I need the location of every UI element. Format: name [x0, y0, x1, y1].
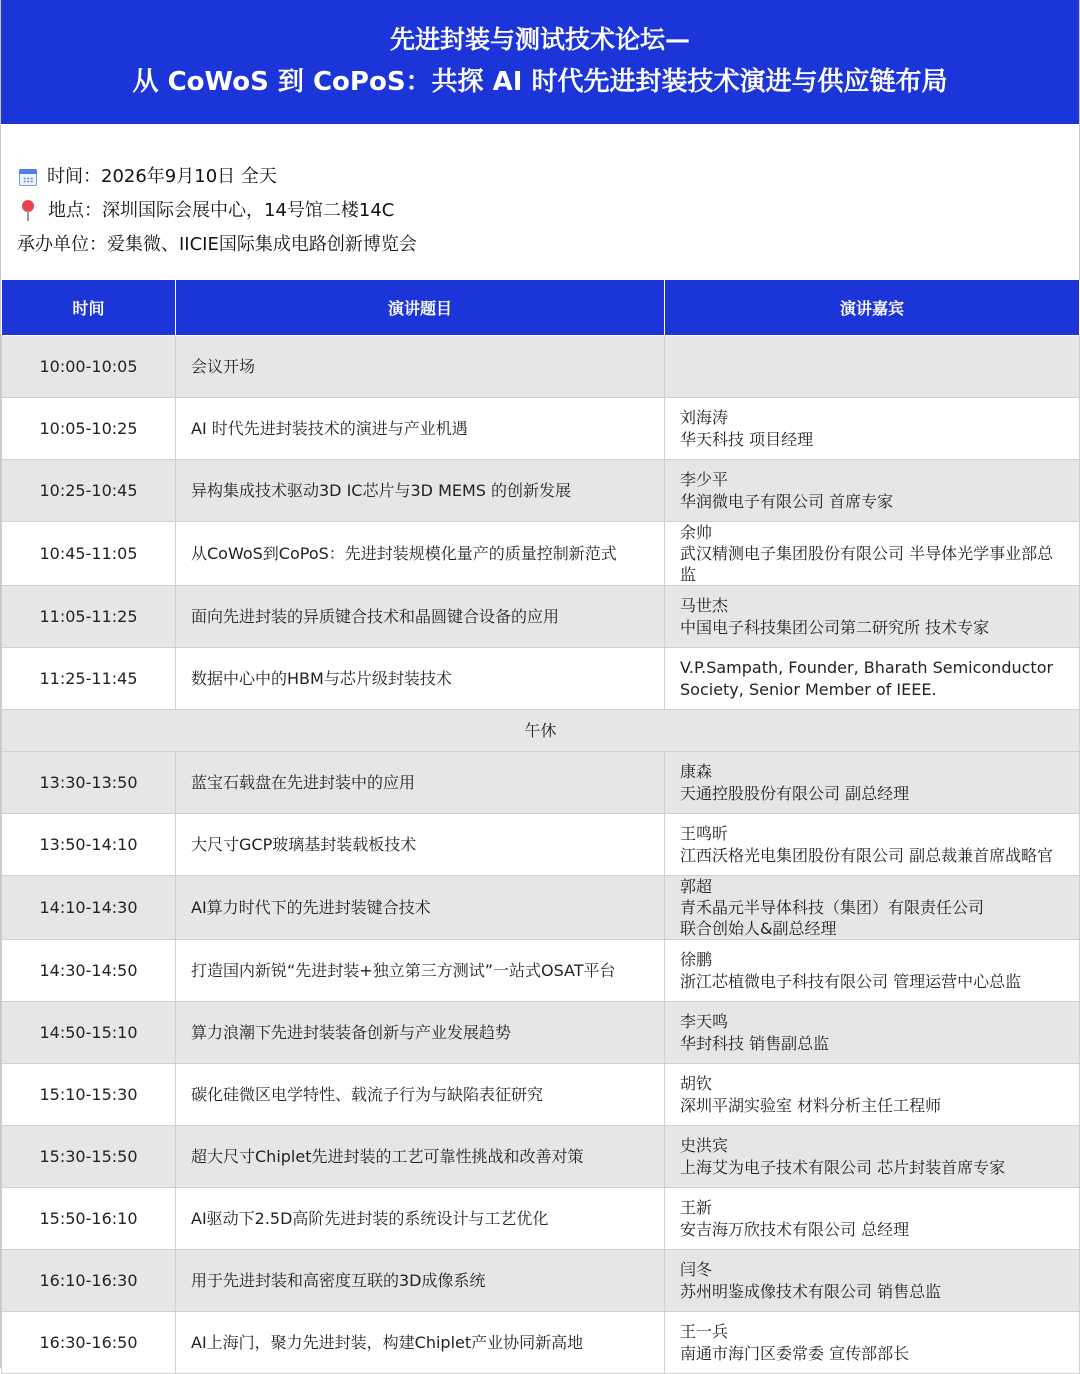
session-topic: 面向先进封装的异质键合技术和晶圆键合设备的应用 [176, 586, 665, 648]
speaker-title: 武汉精测电子集团股份有限公司 半导体光学事业部总 [680, 544, 1054, 563]
agenda-header-row [2, 280, 1080, 336]
session-speaker [665, 648, 1080, 710]
speaker-title: 华封科技 销售副总监 [680, 1033, 830, 1053]
lunch-break-row [2, 710, 1080, 752]
session-topic: AI上海门，聚力先进封装，构建Chiplet产业协同新高地 [176, 1312, 665, 1374]
speaker-title: 浙江芯植微电子科技有限公司 管理运营中心总监 [680, 971, 1022, 991]
event-location: 地点：深圳国际会展中心，14号馆二楼14C [48, 200, 395, 221]
session-topic: 打造国内新锐“先进封装+独立第三方测试”一站式OSAT平台 [176, 940, 665, 1002]
forum-title-line2: 从 CoWoS 到 CoPoS：共探 AI 时代先进封装技术演进与供应链布局 [132, 67, 948, 97]
session-speaker [665, 1250, 1080, 1312]
session-speaker [665, 522, 1080, 586]
session-topic: AI 时代先进封装技术的演进与产业机遇 [176, 398, 665, 460]
event-location-row [17, 194, 1079, 228]
table-row [2, 940, 1080, 1002]
session-topic: 用于先进封装和高密度互联的3D成像系统 [176, 1250, 665, 1312]
event-info [1, 124, 1079, 280]
session-time: 15:50-16:10 [2, 1188, 176, 1250]
speaker-name: 闫冬 [680, 1259, 713, 1279]
speaker-name: 刘海涛 [680, 407, 729, 427]
table-row [2, 648, 1080, 710]
forum-title-line1: 先进封装与测试技术论坛— [389, 25, 690, 54]
session-topic: AI驱动下2.5D高阶先进封装的系统设计与工艺优化 [176, 1188, 665, 1250]
table-row [2, 1002, 1080, 1064]
speaker-title: 南通市海门区委常委 宣传部部长 [680, 1343, 910, 1363]
break-label: 午休 [2, 710, 1080, 752]
session-topic: 会议开场 [176, 336, 665, 398]
speaker-name: 徐鹏 [680, 949, 713, 969]
speaker-name: 胡钦 [680, 1073, 713, 1093]
session-time: 10:45-11:05 [2, 522, 176, 586]
session-speaker [665, 1064, 1080, 1126]
session-topic: 超大尺寸Chiplet先进封装的工艺可靠性挑战和改善对策 [176, 1126, 665, 1188]
column-header-time: 时间 [2, 280, 176, 336]
session-time: 16:30-16:50 [2, 1312, 176, 1374]
agenda-body [2, 336, 1080, 1374]
forum-header [1, 0, 1079, 124]
table-row [2, 1126, 1080, 1188]
session-speaker [665, 460, 1080, 522]
session-topic: 大尺寸GCP玻璃基封装载板技术 [176, 814, 665, 876]
speaker-name: 康森 [680, 761, 713, 781]
session-speaker [665, 1312, 1080, 1374]
speaker-title: 天通控股股份有限公司 副总经理 [680, 783, 910, 803]
speaker-name: 王一兵 [680, 1321, 729, 1341]
session-speaker [665, 398, 1080, 460]
session-time: 16:10-16:30 [2, 1250, 176, 1312]
speaker-title: 联合创始人&副总经理 [680, 919, 837, 938]
session-time: 10:00-10:05 [2, 336, 176, 398]
session-time: 13:30-13:50 [2, 752, 176, 814]
speaker-name: 史洪宾 [680, 1135, 729, 1155]
session-topic: AI算力时代下的先进封装键合技术 [176, 876, 665, 940]
speaker-title: Society, Senior Member of IEEE. [680, 679, 937, 699]
speaker-name: 王鸣昕 [680, 823, 729, 843]
session-topic: 数据中心中的HBM与芯片级封装技术 [176, 648, 665, 710]
session-topic: 从CoWoS到CoPoS：先进封装规模化量产的质量控制新范式 [176, 522, 665, 586]
speaker-name: 马世杰 [680, 595, 729, 615]
event-organizer: 承办单位：爱集微、IICIE国际集成电路创新博览会 [17, 234, 417, 255]
session-time: 14:10-14:30 [2, 876, 176, 940]
session-time: 14:30-14:50 [2, 940, 176, 1002]
event-time: 时间：2026年9月10日 全天 [47, 166, 277, 187]
event-time-row [17, 160, 1079, 194]
session-time: 15:10-15:30 [2, 1064, 176, 1126]
speaker-title: 苏州明鉴成像技术有限公司 销售总监 [680, 1281, 942, 1301]
session-speaker [665, 336, 1080, 398]
session-topic: 碳化硅微区电学特性、载流子行为与缺陷表征研究 [176, 1064, 665, 1126]
speaker-title: 华天科技 项目经理 [680, 429, 814, 449]
session-time: 10:25-10:45 [2, 460, 176, 522]
speaker-name: 王新 [680, 1197, 713, 1217]
table-row [2, 460, 1080, 522]
session-time: 10:05-10:25 [2, 398, 176, 460]
speaker-title: 深圳平湖实验室 材料分析主任工程师 [680, 1095, 942, 1115]
table-row [2, 586, 1080, 648]
session-time: 14:50-15:10 [2, 1002, 176, 1064]
table-row [2, 814, 1080, 876]
speaker-name: 余帅 [680, 523, 713, 542]
speaker-title: 安吉海万欣技术有限公司 总经理 [680, 1219, 910, 1239]
speaker-name: V.P.Sampath, Founder, Bharath Semiconductor [680, 657, 1054, 677]
session-speaker [665, 752, 1080, 814]
session-speaker [665, 876, 1080, 940]
session-time: 15:30-15:50 [2, 1126, 176, 1188]
event-organizer-row [17, 228, 1079, 262]
session-topic: 异构集成技术驱动3D IC芯片与3D MEMS 的创新发展 [176, 460, 665, 522]
session-topic: 蓝宝石载盘在先进封装中的应用 [176, 752, 665, 814]
speaker-name: 李天鸣 [680, 1011, 729, 1031]
calendar-icon [19, 169, 37, 186]
table-row [2, 876, 1080, 940]
session-speaker [665, 1002, 1080, 1064]
speaker-title: 青禾晶元半导体科技（集团）有限责任公司 [680, 898, 985, 917]
session-speaker [665, 586, 1080, 648]
speaker-title: 江西沃格光电集团股份有限公司 副总裁兼首席战略官 [680, 845, 1054, 865]
session-time: 13:50-14:10 [2, 814, 176, 876]
session-time: 11:05-11:25 [2, 586, 176, 648]
speaker-title: 华润微电子有限公司 首席专家 [680, 491, 894, 511]
table-row [2, 522, 1080, 586]
session-speaker [665, 814, 1080, 876]
location-pin-icon [21, 200, 35, 222]
agenda-table [1, 280, 1080, 1374]
speaker-title: 监 [680, 565, 697, 584]
speaker-title: 中国电子科技集团公司第二研究所 技术专家 [680, 617, 990, 637]
session-topic: 算力浪潮下先进封装装备创新与产业发展趋势 [176, 1002, 665, 1064]
column-header-speaker: 演讲嘉宾 [665, 280, 1080, 336]
speaker-name: 郭超 [680, 877, 713, 896]
table-row [2, 752, 1080, 814]
speaker-name: 李少平 [680, 469, 729, 489]
table-row [2, 1188, 1080, 1250]
table-row [2, 1312, 1080, 1374]
session-speaker [665, 940, 1080, 1002]
session-time: 11:25-11:45 [2, 648, 176, 710]
column-header-topic: 演讲题目 [176, 280, 665, 336]
speaker-title: 上海艾为电子技术有限公司 芯片封装首席专家 [680, 1157, 1006, 1177]
session-speaker [665, 1126, 1080, 1188]
table-row [2, 1064, 1080, 1126]
session-speaker [665, 1188, 1080, 1250]
table-row [2, 398, 1080, 460]
table-row [2, 336, 1080, 398]
table-row [2, 1250, 1080, 1312]
